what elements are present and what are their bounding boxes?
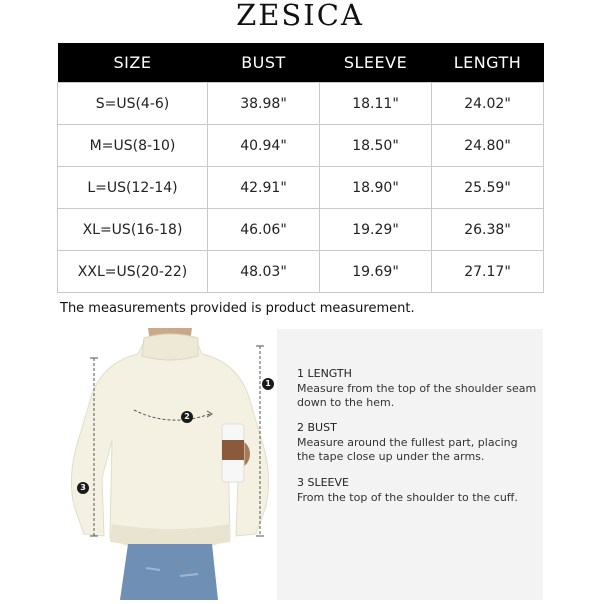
brand-logo: ZESICA <box>236 0 364 32</box>
measurement-instructions-panel <box>277 329 543 600</box>
column-header-bust: BUST <box>208 43 320 83</box>
sleeve-cell: 19.29" <box>320 209 432 251</box>
instruction-text: Measure around the fullest part, placing the tape close up under the arms. <box>297 435 518 463</box>
table-row <box>58 83 544 125</box>
column-header-size: SIZE <box>58 43 208 83</box>
size-cell: XXL=US(20-22) <box>58 251 208 293</box>
bust-marker-badge: 2 <box>181 411 193 423</box>
table-row <box>58 125 544 167</box>
table-row <box>58 251 544 293</box>
length-cell: 26.38" <box>432 209 544 251</box>
length-cell: 25.59" <box>432 167 544 209</box>
sleeve-cell: 18.11" <box>320 83 432 125</box>
model-figure <box>60 328 280 600</box>
size-chart-table <box>57 43 544 293</box>
measurement-note: The measurements provided is product measurement. <box>60 301 415 316</box>
instruction-title: 3 SLEEVE <box>297 476 349 489</box>
length-marker-badge: 1 <box>262 378 274 390</box>
length-cell: 27.17" <box>432 251 544 293</box>
instruction-length <box>297 367 537 411</box>
bust-cell: 48.03" <box>208 251 320 293</box>
column-header-length: LENGTH <box>432 43 544 83</box>
instruction-text: From the top of the shoulder to the cuff. <box>297 490 518 504</box>
bust-cell: 46.06" <box>208 209 320 251</box>
table-row <box>58 209 544 251</box>
instruction-text: Measure from the top of the shoulder seam down to the hem. <box>297 381 537 409</box>
sweater-model-illustration <box>60 328 280 600</box>
size-cell: L=US(12-14) <box>58 167 208 209</box>
sleeve-marker-badge: 3 <box>77 482 89 494</box>
length-cell: 24.80" <box>432 125 544 167</box>
bust-cell: 42.91" <box>208 167 320 209</box>
bust-cell: 40.94" <box>208 125 320 167</box>
instruction-bust <box>297 421 537 465</box>
sleeve-cell: 18.90" <box>320 167 432 209</box>
instruction-sleeve <box>297 476 537 505</box>
size-cell: XL=US(16-18) <box>58 209 208 251</box>
size-cell: S=US(4-6) <box>58 83 208 125</box>
size-cell: M=US(8-10) <box>58 125 208 167</box>
table-header-row <box>58 43 544 83</box>
instruction-title: 1 LENGTH <box>297 367 352 380</box>
length-cell: 24.02" <box>432 83 544 125</box>
sleeve-cell: 19.69" <box>320 251 432 293</box>
sleeve-cell: 18.50" <box>320 125 432 167</box>
column-header-sleeve: SLEEVE <box>320 43 432 83</box>
bust-cell: 38.98" <box>208 83 320 125</box>
instruction-title: 2 BUST <box>297 421 337 434</box>
table-row <box>58 167 544 209</box>
